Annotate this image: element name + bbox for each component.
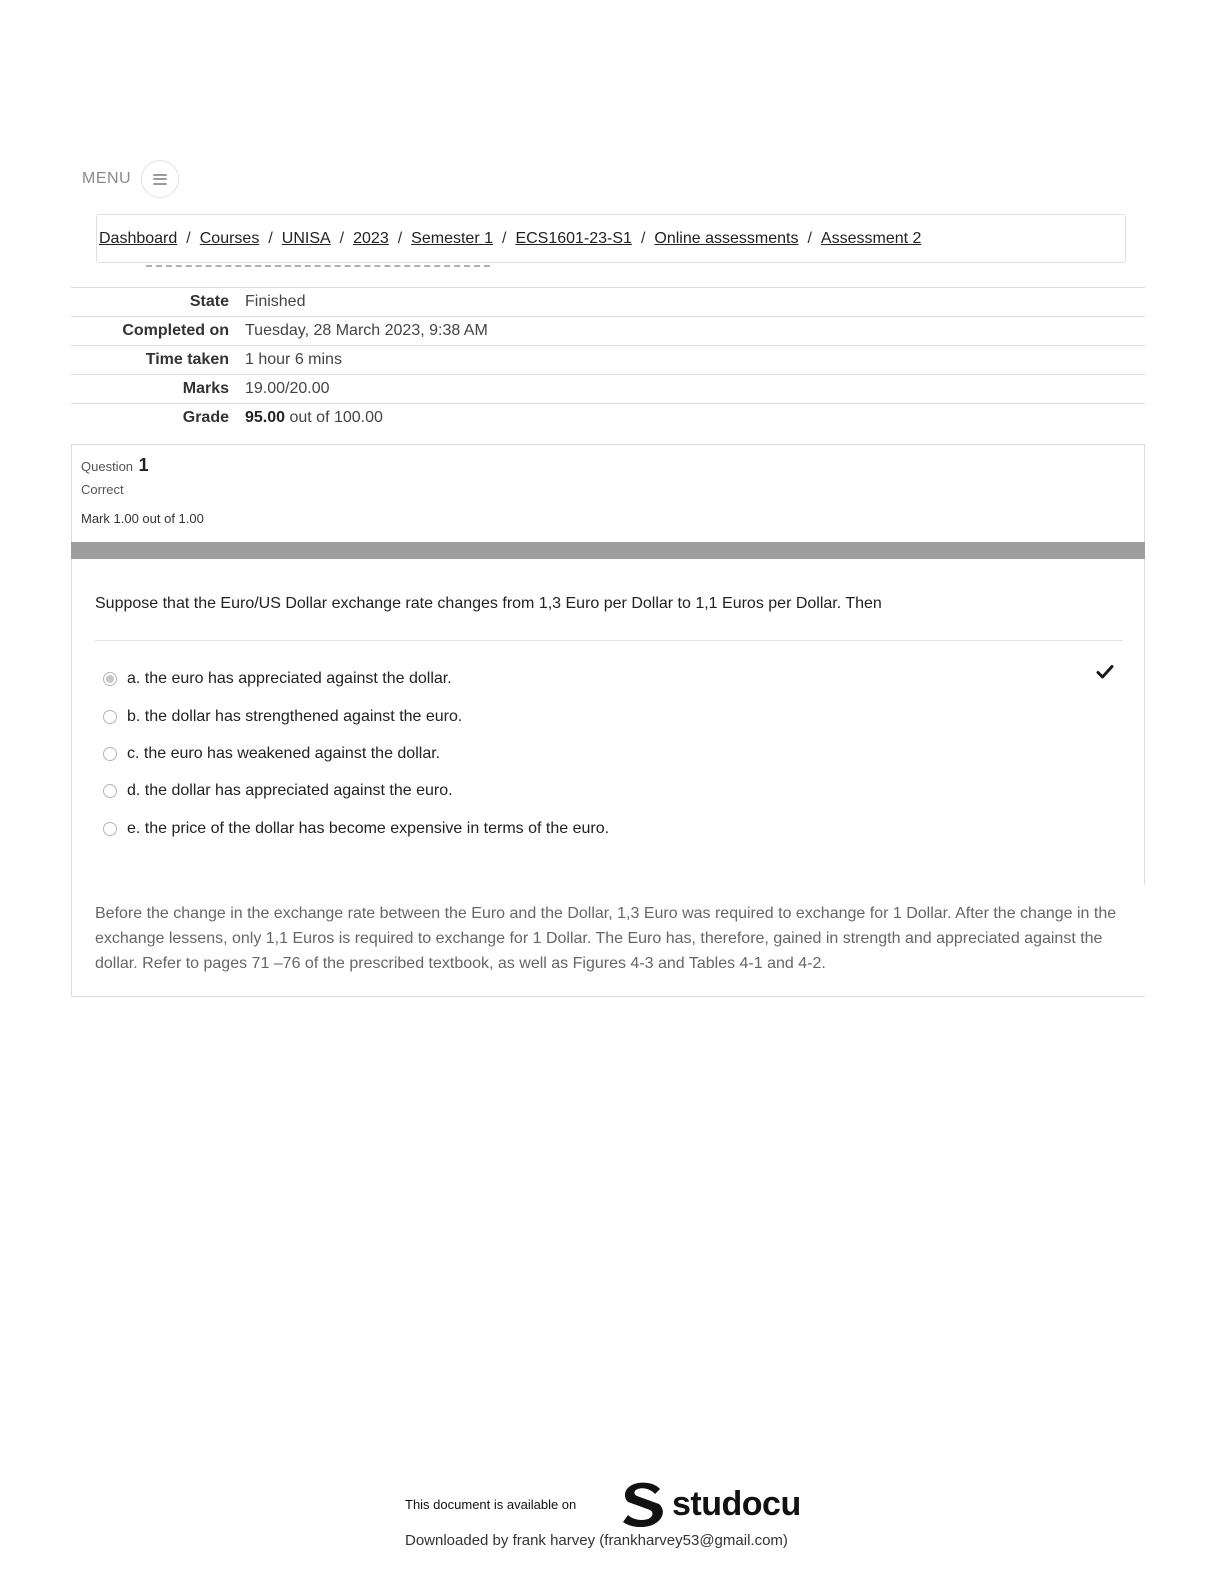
grade-out-of: out of 100.00 — [285, 409, 383, 426]
clipped-text — [245, 265, 490, 277]
summary-row-state — [71, 288, 1145, 317]
breadcrumb — [96, 214, 1126, 263]
radio-icon[interactable] — [103, 822, 117, 836]
question-number-value: 1 — [138, 455, 149, 475]
breadcrumb-2023[interactable]: 2023 — [353, 229, 389, 247]
summary-value: 1 hour 6 mins — [245, 351, 342, 368]
studocu-logo — [620, 1480, 801, 1528]
menu-label: MENU — [82, 170, 132, 187]
answer-option-c[interactable] — [103, 745, 440, 763]
hamburger-icon — [153, 174, 167, 185]
question-body — [71, 559, 1145, 885]
breadcrumb-course[interactable]: ECS1601-23-S1 — [515, 229, 632, 247]
breadcrumb-semester-1[interactable]: Semester 1 — [411, 229, 493, 247]
breadcrumb-courses[interactable]: Courses — [199, 229, 260, 247]
answer-option-d[interactable] — [103, 782, 453, 800]
question-number — [81, 455, 1135, 476]
summary-label: Completed on — [122, 322, 229, 339]
breadcrumb-separator: / — [268, 229, 273, 247]
answer-option-label: e. the price of the dollar has become expensive in terms of the euro. — [127, 820, 610, 837]
general-feedback — [71, 885, 1145, 997]
breadcrumb-separator: / — [640, 229, 646, 247]
attempt-summary-table — [71, 260, 1145, 432]
answer-option-e[interactable] — [103, 820, 609, 838]
summary-value: 19.00/20.00 — [245, 380, 330, 397]
answer-option-label: c. the euro has weakened against the dollar. — [127, 745, 441, 762]
summary-label: Time taken — [145, 351, 229, 368]
answer-option-a[interactable] — [103, 670, 452, 688]
question-divider-bar — [71, 542, 1145, 559]
summary-row-completed — [71, 317, 1145, 346]
summary-label: Grade — [182, 409, 229, 426]
radio-icon[interactable] — [103, 784, 117, 798]
grade-score: 95.00 — [245, 409, 286, 426]
breadcrumb-separator: / — [501, 229, 507, 247]
question-text: Suppose that the Euro/US Dollar exchange rate changes from 1,3 Euro per Dollar to 1,1 Euros per Dollar. Then — [95, 595, 882, 612]
studocu-s-icon — [620, 1480, 666, 1528]
summary-row-marks — [71, 375, 1145, 404]
correct-check-icon — [1096, 663, 1114, 681]
breadcrumb-separator: / — [807, 229, 812, 247]
question-info — [71, 444, 1145, 542]
menu-button[interactable] — [141, 160, 179, 198]
summary-row-grade — [71, 404, 1145, 432]
summary-row-time-taken — [71, 346, 1145, 375]
breadcrumb-dashboard[interactable]: Dashboard — [99, 229, 178, 247]
summary-value — [245, 409, 383, 427]
radio-selected-icon[interactable] — [103, 672, 117, 686]
answer-option-label: b. the dollar has strengthened against the euro. — [127, 708, 463, 725]
answer-option-b[interactable] — [103, 708, 462, 726]
divider — [95, 640, 1123, 641]
question-state: Correct — [81, 482, 124, 497]
clipped-row — [71, 260, 1145, 288]
summary-value: Tuesday, 28 March 2023, 9:38 AM — [245, 322, 488, 339]
footer-available-text: This document is available on — [405, 1497, 577, 1512]
breadcrumb-separator: / — [397, 229, 403, 247]
breadcrumb-online-assessments[interactable]: Online assessments — [654, 229, 799, 247]
breadcrumb-separator: / — [186, 229, 191, 247]
radio-icon[interactable] — [103, 747, 117, 761]
question-label: Question — [81, 459, 134, 474]
radio-icon[interactable] — [103, 710, 117, 724]
question-mark: Mark 1.00 out of 1.00 — [81, 511, 204, 526]
summary-value: Finished — [245, 293, 306, 310]
breadcrumb-assessment-2[interactable]: Assessment 2 — [820, 229, 922, 247]
feedback-text: Before the change in the exchange rate between the Euro and the Dollar, 1,3 Euro was required to exchange for 1 Dollar. After the change in the exchange lessens, only 1,1 Euros is required to exchange for 1 Dollar. The Euro has, therefore, gained in strength and appreciated against the dollar. Refer to pages 71 –76 of the prescribed textbook, as well as Figures 4-3 and Tables 4-1 and 4-2. — [95, 905, 1117, 972]
breadcrumb-unisa[interactable]: UNISA — [281, 229, 331, 247]
summary-label: State — [189, 293, 229, 310]
answer-option-label: a. the euro has appreciated against the dollar. — [127, 670, 452, 687]
footer-downloaded-text: Downloaded by frank harvey (frankharvey53@gmail.com) — [405, 1532, 788, 1549]
studocu-wordmark: studocu — [672, 1484, 801, 1523]
answer-option-label: d. the dollar has appreciated against the euro. — [127, 782, 453, 799]
breadcrumb-separator: / — [339, 229, 345, 247]
summary-label: Marks — [182, 380, 229, 397]
menu-toggle[interactable] — [82, 160, 179, 198]
